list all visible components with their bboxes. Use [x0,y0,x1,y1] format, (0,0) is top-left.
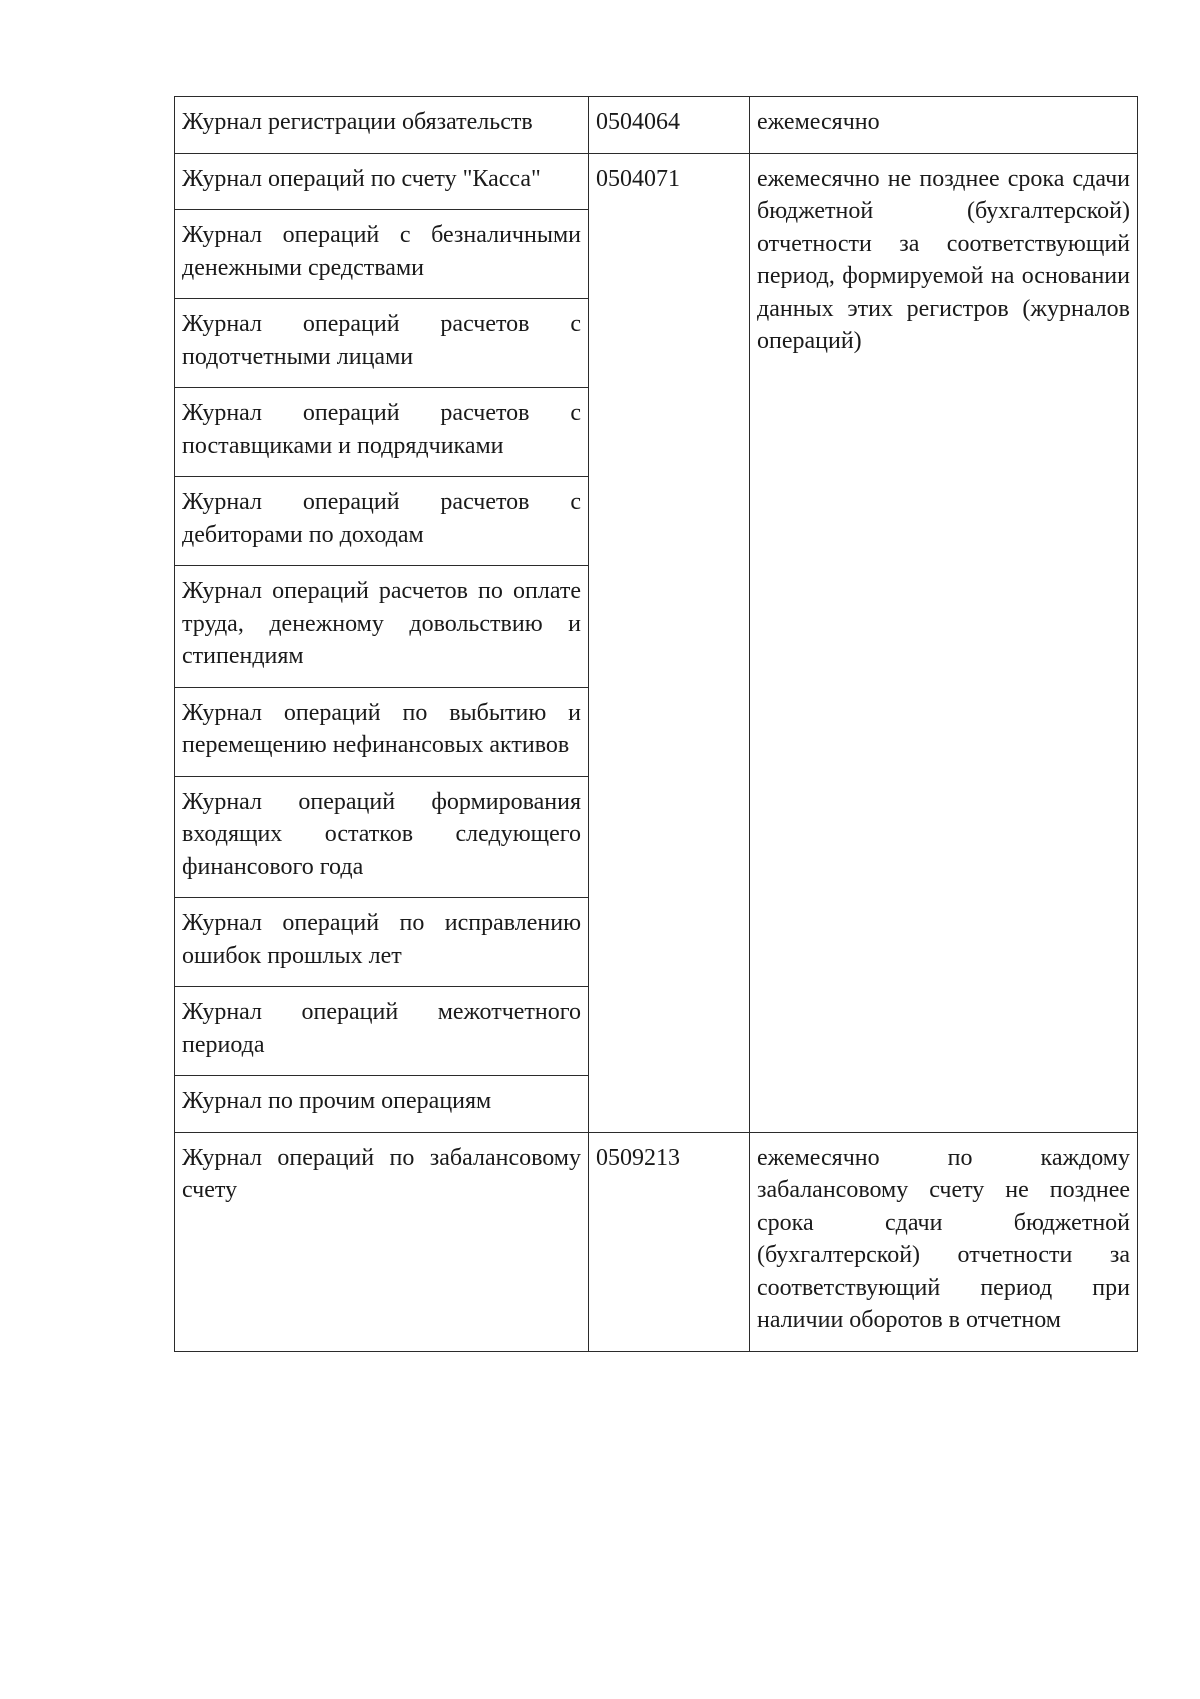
register-name: Журнал операций по исправлению ошибок прошлых лет [175,898,589,987]
form-code: 0509213 [589,1132,750,1351]
registers-table [174,96,1138,1352]
register-name: Журнал операций по счету "Касса" [175,153,589,210]
register-name: Журнал операций расчетов по оплате труда, денежному довольствию и стипендиям [175,566,589,688]
register-name: Журнал операций с безналичными денежными средствами [175,210,589,299]
table-row [175,153,1138,210]
frequency: ежемесячно не позднее срока сдачи бюджетной (бухгалтерской) отчетности за соответствующий период, формируемой на основании данных этих регистров (журналов операций) [750,153,1138,1132]
register-name: Журнал операций по забалансовому счету [175,1132,589,1351]
frequency: ежемесячно по каждому забалансовому счету не позднее срока сдачи бюджетной (бухгалтерской) отчетности за соответствующий период при наличии оборотов в отчетном [750,1132,1138,1351]
table-row [175,1132,1138,1351]
table-row [175,97,1138,154]
register-name: Журнал операций формирования входящих остатков следующего финансового года [175,776,589,898]
register-name: Журнал операций расчетов с поставщиками и подрядчиками [175,388,589,477]
register-name: Журнал операций по выбытию и перемещению нефинансовых активов [175,687,589,776]
form-code: 0504071 [589,153,750,1132]
register-name: Журнал регистрации обязательств [175,97,589,154]
register-name: Журнал операций расчетов с дебиторами по доходам [175,477,589,566]
register-name: Журнал по прочим операциям [175,1076,589,1133]
register-name: Журнал операций расчетов с подотчетными лицами [175,299,589,388]
frequency: ежемесячно [750,97,1138,154]
register-name: Журнал операций межотчетного периода [175,987,589,1076]
form-code: 0504064 [589,97,750,154]
